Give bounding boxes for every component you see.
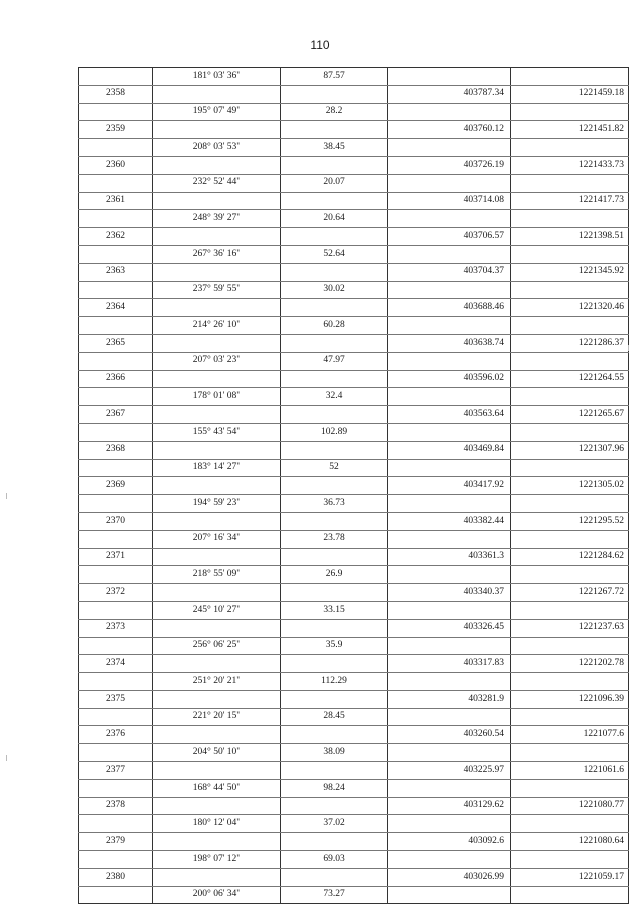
bearing-cell (153, 192, 281, 210)
point-cell (79, 174, 153, 192)
x-coordinate-cell (388, 744, 511, 762)
distance-cell: 20.64 (281, 210, 388, 228)
x-coordinate-cell (388, 815, 511, 833)
bearing-cell: 198° 07' 12" (153, 851, 281, 869)
point-cell: 2375 (79, 690, 153, 708)
point-cell (79, 673, 153, 691)
point-cell: 2376 (79, 726, 153, 744)
x-coordinate-cell (388, 530, 511, 548)
table-row (79, 797, 629, 815)
point-cell: 2369 (79, 477, 153, 495)
x-coordinate-cell: 403706.57 (388, 228, 511, 246)
bearing-cell: 237° 59' 55" (153, 281, 281, 299)
y-coordinate-cell: 1221061.6 (511, 762, 629, 780)
distance-cell: 112.29 (281, 673, 388, 691)
bearing-cell: 245° 10' 27" (153, 601, 281, 619)
distance-cell (281, 406, 388, 424)
table-row (79, 423, 629, 441)
bearing-cell (153, 299, 281, 317)
distance-cell: 47.97 (281, 352, 388, 370)
table-row (79, 726, 629, 744)
distance-cell (281, 690, 388, 708)
table-row (79, 245, 629, 263)
distance-cell (281, 548, 388, 566)
table-row (79, 851, 629, 869)
point-cell (79, 210, 153, 228)
distance-cell (281, 370, 388, 388)
distance-cell: 98.24 (281, 779, 388, 797)
y-coordinate-cell: 1221202.78 (511, 655, 629, 673)
table-row (79, 762, 629, 780)
x-coordinate-cell: 403688.46 (388, 299, 511, 317)
distance-cell: 20.07 (281, 174, 388, 192)
y-coordinate-cell (511, 352, 629, 370)
table-row (79, 228, 629, 246)
distance-cell: 102.89 (281, 423, 388, 441)
table-row (79, 103, 629, 121)
point-cell (79, 459, 153, 477)
point-cell (79, 637, 153, 655)
distance-cell (281, 797, 388, 815)
table-row (79, 655, 629, 673)
y-coordinate-cell: 1221345.92 (511, 263, 629, 281)
y-coordinate-cell: 1221398.51 (511, 228, 629, 246)
point-cell: 2371 (79, 548, 153, 566)
y-coordinate-cell (511, 744, 629, 762)
point-cell: 2370 (79, 512, 153, 530)
y-coordinate-cell (511, 495, 629, 513)
distance-cell (281, 441, 388, 459)
bearing-cell (153, 441, 281, 459)
y-coordinate-cell: 1221305.02 (511, 477, 629, 495)
table-row (79, 477, 629, 495)
y-coordinate-cell (511, 851, 629, 869)
bearing-cell (153, 655, 281, 673)
x-coordinate-cell (388, 139, 511, 157)
distance-cell (281, 477, 388, 495)
y-coordinate-cell (511, 673, 629, 691)
x-coordinate-cell (388, 637, 511, 655)
x-coordinate-cell (388, 388, 511, 406)
y-coordinate-cell (511, 174, 629, 192)
distance-cell (281, 868, 388, 886)
bearing-cell: 155° 43' 54" (153, 423, 281, 441)
distance-cell (281, 726, 388, 744)
distance-cell: 60.28 (281, 317, 388, 335)
x-coordinate-cell (388, 423, 511, 441)
table-row (79, 388, 629, 406)
distance-cell: 87.57 (281, 68, 388, 86)
distance-cell (281, 655, 388, 673)
point-cell (79, 281, 153, 299)
point-cell (79, 423, 153, 441)
bearing-cell (153, 512, 281, 530)
bearing-cell: 232° 52' 44" (153, 174, 281, 192)
y-coordinate-cell: 1221433.73 (511, 156, 629, 174)
y-coordinate-cell: 1221286.37 (511, 334, 629, 352)
bearing-cell (153, 85, 281, 103)
point-cell (79, 352, 153, 370)
table-row (79, 566, 629, 584)
y-coordinate-cell: 1221080.77 (511, 797, 629, 815)
table-row (79, 530, 629, 548)
table-row (79, 334, 629, 352)
distance-cell: 23.78 (281, 530, 388, 548)
x-coordinate-cell (388, 708, 511, 726)
x-coordinate-cell: 403563.64 (388, 406, 511, 424)
x-coordinate-cell (388, 495, 511, 513)
table-row (79, 121, 629, 139)
x-coordinate-cell: 403714.08 (388, 192, 511, 210)
distance-cell: 69.03 (281, 851, 388, 869)
x-coordinate-cell (388, 317, 511, 335)
point-cell: 2378 (79, 797, 153, 815)
x-coordinate-cell: 403281.9 (388, 690, 511, 708)
bearing-cell (153, 334, 281, 352)
x-coordinate-cell (388, 886, 511, 904)
distance-cell: 28.2 (281, 103, 388, 121)
bearing-cell: 218° 55' 09" (153, 566, 281, 584)
bearing-cell (153, 228, 281, 246)
x-coordinate-cell: 403469.84 (388, 441, 511, 459)
y-coordinate-cell (511, 779, 629, 797)
x-coordinate-cell: 403638.74 (388, 334, 511, 352)
bearing-cell (153, 263, 281, 281)
table-row (79, 495, 629, 513)
bearing-cell: 221° 20' 15" (153, 708, 281, 726)
distance-cell: 52 (281, 459, 388, 477)
distance-cell (281, 584, 388, 602)
table-row (79, 156, 629, 174)
bearing-cell (153, 619, 281, 637)
y-coordinate-cell (511, 423, 629, 441)
distance-cell: 32.4 (281, 388, 388, 406)
y-coordinate-cell: 1221284.62 (511, 548, 629, 566)
y-coordinate-cell (511, 601, 629, 619)
y-coordinate-cell (511, 317, 629, 335)
distance-cell (281, 619, 388, 637)
y-coordinate-cell: 1221077.6 (511, 726, 629, 744)
y-coordinate-cell (511, 566, 629, 584)
point-cell: 2380 (79, 868, 153, 886)
x-coordinate-cell (388, 566, 511, 584)
y-coordinate-cell (511, 708, 629, 726)
point-cell: 2373 (79, 619, 153, 637)
distance-cell (281, 299, 388, 317)
y-coordinate-cell: 1221264.55 (511, 370, 629, 388)
bearing-cell: 168° 44' 50" (153, 779, 281, 797)
bearing-cell: 208° 03' 53" (153, 139, 281, 157)
point-cell: 2368 (79, 441, 153, 459)
bearing-cell (153, 868, 281, 886)
x-coordinate-cell (388, 210, 511, 228)
point-cell (79, 815, 153, 833)
bearing-cell: 194° 59' 23" (153, 495, 281, 513)
table-row (79, 886, 629, 904)
point-cell: 2361 (79, 192, 153, 210)
distance-cell: 35.9 (281, 637, 388, 655)
table-row (79, 174, 629, 192)
x-coordinate-cell: 403092.6 (388, 833, 511, 851)
bearing-cell: 183° 14' 27" (153, 459, 281, 477)
distance-cell: 52.64 (281, 245, 388, 263)
x-coordinate-cell (388, 103, 511, 121)
point-cell: 2363 (79, 263, 153, 281)
x-coordinate-cell: 403317.83 (388, 655, 511, 673)
table-row (79, 868, 629, 886)
y-coordinate-cell: 1221295.52 (511, 512, 629, 530)
y-coordinate-cell: 1221096.39 (511, 690, 629, 708)
distance-cell (281, 121, 388, 139)
bearing-cell (153, 797, 281, 815)
point-cell (79, 744, 153, 762)
table-row (79, 352, 629, 370)
table-row (79, 139, 629, 157)
distance-cell: 36.73 (281, 495, 388, 513)
distance-cell (281, 228, 388, 246)
point-cell: 2364 (79, 299, 153, 317)
table-row (79, 619, 629, 637)
scan-artifact (6, 493, 7, 499)
table-row (79, 263, 629, 281)
x-coordinate-cell: 403260.54 (388, 726, 511, 744)
bearing-cell (153, 833, 281, 851)
point-cell (79, 566, 153, 584)
x-coordinate-cell: 403129.62 (388, 797, 511, 815)
y-coordinate-cell: 1221267.72 (511, 584, 629, 602)
table-row (79, 779, 629, 797)
distance-cell: 30.02 (281, 281, 388, 299)
y-coordinate-cell (511, 886, 629, 904)
point-cell: 2358 (79, 85, 153, 103)
table-row (79, 584, 629, 602)
x-coordinate-cell: 403361.3 (388, 548, 511, 566)
distance-cell: 37.02 (281, 815, 388, 833)
table-row (79, 68, 629, 86)
bearing-cell: 256° 06' 25" (153, 637, 281, 655)
distance-cell (281, 192, 388, 210)
x-coordinate-cell (388, 174, 511, 192)
distance-cell (281, 762, 388, 780)
point-cell: 2379 (79, 833, 153, 851)
point-cell: 2365 (79, 334, 153, 352)
table-body (79, 68, 629, 904)
y-coordinate-cell (511, 245, 629, 263)
page-number: 110 (310, 38, 330, 52)
y-coordinate-cell (511, 103, 629, 121)
distance-cell (281, 263, 388, 281)
point-cell: 2377 (79, 762, 153, 780)
bearing-cell (153, 548, 281, 566)
x-coordinate-cell: 403417.92 (388, 477, 511, 495)
table-row (79, 815, 629, 833)
x-coordinate-cell (388, 601, 511, 619)
table-row (79, 370, 629, 388)
x-coordinate-cell: 403026.99 (388, 868, 511, 886)
point-cell (79, 317, 153, 335)
distance-cell (281, 85, 388, 103)
x-coordinate-cell: 403340.37 (388, 584, 511, 602)
x-coordinate-cell: 403787.34 (388, 85, 511, 103)
bearing-cell: 214° 26' 10" (153, 317, 281, 335)
point-cell: 2367 (79, 406, 153, 424)
point-cell (79, 103, 153, 121)
x-coordinate-cell: 403726.19 (388, 156, 511, 174)
table-row (79, 601, 629, 619)
distance-cell: 26.9 (281, 566, 388, 584)
x-coordinate-cell (388, 352, 511, 370)
table-row (79, 406, 629, 424)
x-coordinate-cell (388, 245, 511, 263)
x-coordinate-cell: 403760.12 (388, 121, 511, 139)
point-cell (79, 139, 153, 157)
bearing-cell (153, 726, 281, 744)
bearing-cell: 195° 07' 49" (153, 103, 281, 121)
bearing-cell: 200° 06' 34" (153, 886, 281, 904)
point-cell (79, 530, 153, 548)
y-coordinate-cell: 1221417.73 (511, 192, 629, 210)
y-coordinate-cell: 1221080.64 (511, 833, 629, 851)
y-coordinate-cell (511, 459, 629, 477)
point-cell: 2372 (79, 584, 153, 602)
y-coordinate-cell (511, 388, 629, 406)
bearing-cell: 248° 39' 27" (153, 210, 281, 228)
bearing-cell: 251° 20' 21" (153, 673, 281, 691)
x-coordinate-cell: 403704.37 (388, 263, 511, 281)
bearing-cell: 180° 12' 04" (153, 815, 281, 833)
y-coordinate-cell: 1221307.96 (511, 441, 629, 459)
table-row (79, 459, 629, 477)
point-cell (79, 68, 153, 86)
bearing-cell (153, 762, 281, 780)
point-cell: 2366 (79, 370, 153, 388)
table-row (79, 299, 629, 317)
x-coordinate-cell: 403382.44 (388, 512, 511, 530)
bearing-cell: 204° 50' 10" (153, 744, 281, 762)
distance-cell (281, 833, 388, 851)
y-coordinate-cell (511, 637, 629, 655)
bearing-cell: 207° 03' 23" (153, 352, 281, 370)
x-coordinate-cell (388, 673, 511, 691)
bearing-cell: 178° 01' 08" (153, 388, 281, 406)
table-row (79, 210, 629, 228)
point-cell (79, 245, 153, 263)
point-cell: 2362 (79, 228, 153, 246)
x-coordinate-cell (388, 851, 511, 869)
y-coordinate-cell (511, 281, 629, 299)
point-cell (79, 601, 153, 619)
bearing-cell: 207° 16' 34" (153, 530, 281, 548)
x-coordinate-cell (388, 459, 511, 477)
x-coordinate-cell (388, 281, 511, 299)
table-row (79, 281, 629, 299)
y-coordinate-cell (511, 210, 629, 228)
y-coordinate-cell: 1221459.18 (511, 85, 629, 103)
bearing-cell (153, 584, 281, 602)
y-coordinate-cell (511, 815, 629, 833)
distance-cell: 73.27 (281, 886, 388, 904)
x-coordinate-cell: 403225.97 (388, 762, 511, 780)
table-row (79, 833, 629, 851)
y-coordinate-cell: 1221059.17 (511, 868, 629, 886)
distance-cell (281, 334, 388, 352)
bearing-cell: 267° 36' 16" (153, 245, 281, 263)
point-cell: 2359 (79, 121, 153, 139)
y-coordinate-cell (511, 139, 629, 157)
bearing-cell (153, 690, 281, 708)
x-coordinate-cell: 403596.02 (388, 370, 511, 388)
table-row (79, 548, 629, 566)
table-row (79, 744, 629, 762)
point-cell: 2360 (79, 156, 153, 174)
bearing-cell (153, 156, 281, 174)
distance-cell (281, 156, 388, 174)
point-cell (79, 708, 153, 726)
x-coordinate-cell (388, 779, 511, 797)
distance-cell: 28.45 (281, 708, 388, 726)
bearing-cell: 181° 03' 36" (153, 68, 281, 86)
table-row (79, 673, 629, 691)
y-coordinate-cell: 1221451.82 (511, 121, 629, 139)
table-row (79, 317, 629, 335)
scan-artifact (6, 755, 7, 761)
table-row (79, 512, 629, 530)
x-coordinate-cell: 403326.45 (388, 619, 511, 637)
point-cell: 2374 (79, 655, 153, 673)
distance-cell: 38.09 (281, 744, 388, 762)
y-coordinate-cell (511, 68, 629, 86)
point-cell (79, 886, 153, 904)
table-row (79, 441, 629, 459)
table-row (79, 637, 629, 655)
distance-cell (281, 512, 388, 530)
distance-cell: 38.45 (281, 139, 388, 157)
bearing-cell (153, 370, 281, 388)
point-cell (79, 851, 153, 869)
point-cell (79, 388, 153, 406)
table-row (79, 708, 629, 726)
point-cell (79, 779, 153, 797)
x-coordinate-cell (388, 68, 511, 86)
distance-cell: 33.15 (281, 601, 388, 619)
y-coordinate-cell (511, 530, 629, 548)
y-coordinate-cell: 1221237.63 (511, 619, 629, 637)
scan-artifact (628, 345, 629, 351)
point-cell (79, 495, 153, 513)
bearing-cell (153, 121, 281, 139)
y-coordinate-cell: 1221265.67 (511, 406, 629, 424)
y-coordinate-cell: 1221320.46 (511, 299, 629, 317)
table-row (79, 690, 629, 708)
table-row (79, 85, 629, 103)
table-row (79, 192, 629, 210)
bearing-cell (153, 477, 281, 495)
coordinate-table (78, 67, 629, 904)
bearing-cell (153, 406, 281, 424)
